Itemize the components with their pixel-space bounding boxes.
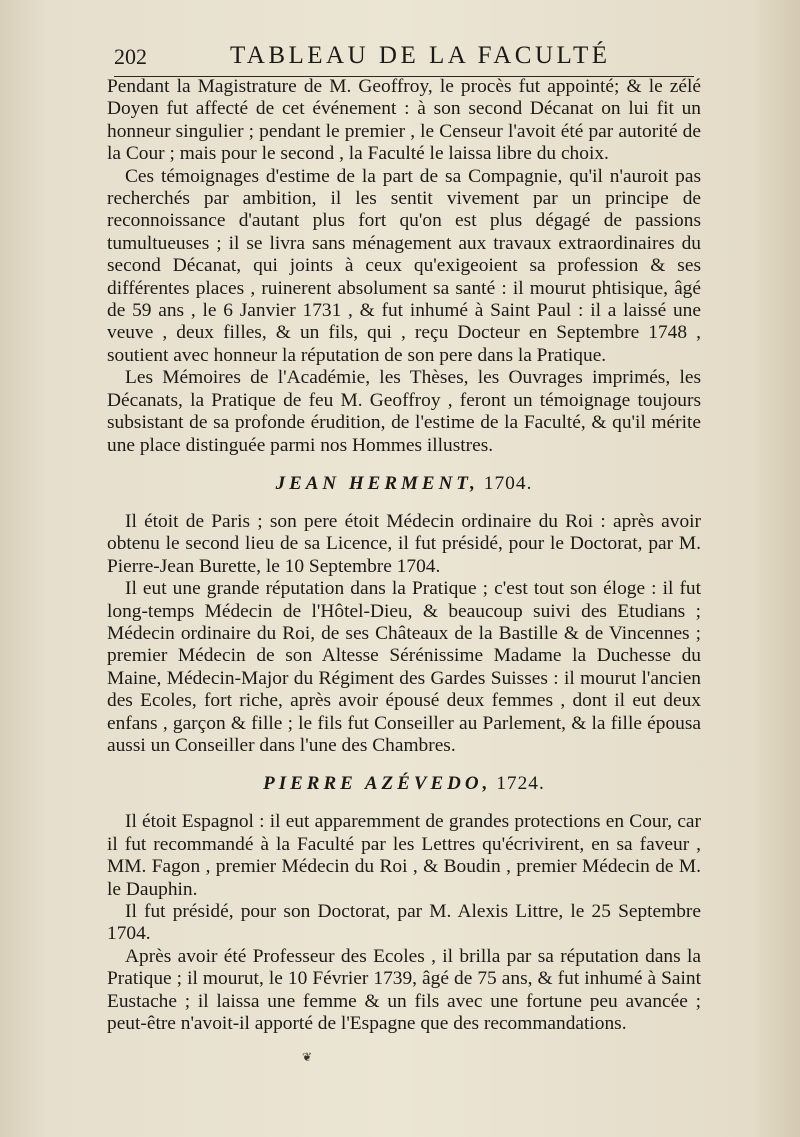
entry-name: PIERRE AZÉVEDO, xyxy=(263,773,492,795)
page-header xyxy=(114,42,694,77)
paragraph: Ces témoignages d'estime de la part de sa Compagnie, qu'il n'auroit pas recherchés par ambition, il les sentit vivement par un principe de reconnoissance d'autant plus fort qu'on est plus dégagé de passions tumultueuses ; il se livra sans ménagement aux travaux extraordinaires du second Décanat, qui joints à ceux qu'exigeoient sa profession & ses différentes places , ruinerent absolument sa santé : il mourut phtisique, âgé de 59 ans , le 6 Janvier 1731 , & fut inhumé à Saint Paul : il a laissé une veuve , deux filles, & un fils, qui , reçu Docteur en Septembre 1748 , soutient avec honneur la réputation de son pere dans la Pratique. xyxy=(107,165,701,366)
entry-name: JEAN HERMENT, xyxy=(275,472,479,494)
printer-ornament: ❦ xyxy=(302,1050,313,1064)
entry-year: 1724. xyxy=(496,773,545,795)
paragraph: Pendant la Magistrature de M. Geoffroy, le procès fut appointé; & le zélé Doyen fut affecté de cet événement : à son second Décanat on lui fit un honneur singulier ; pendant le premier , le Censeur l'avoit été par autorité de la Cour ; mais pour le second , la Faculté le laissa libre du choix. xyxy=(107,76,701,165)
page-body xyxy=(107,76,701,1035)
entry-heading xyxy=(107,473,701,495)
paragraph: Il étoit Espagnol : il eut apparemment de grandes protections en Cour, car il fut recommandé à la Faculté par les Lettres qu'écrivirent, en sa faveur , MM. Fagon , premier Médecin du Roi , & Boudin , premier Médecin de M. le Dauphin. xyxy=(107,811,701,900)
entry-heading xyxy=(107,773,701,795)
paragraph: Il fut présidé, pour son Doctorat, par M. Alexis Littre, le 25 Septembre 1704. xyxy=(107,901,701,945)
entry-year: 1704. xyxy=(483,472,533,494)
paragraph: Il étoit de Paris ; son pere étoit Médecin ordinaire du Roi : après avoir obtenu le second lieu de sa Licence, il fut présidé, pour le Doctorat, par M. Pierre-Jean Burette, le 10 Septembre 1704. xyxy=(107,510,701,577)
running-head: TABLEAU DE LA FACULTÉ xyxy=(230,42,611,69)
page-number: 202 xyxy=(114,44,147,69)
paragraph: Les Mémoires de l'Académie, les Thèses, les Ouvrages imprimés, les Décanats, la Pratique de feu M. Geoffroy , feront un témoignage toujours subsistant de sa profonde érudition, de l'estime de la Faculté, & qu'il mérite une place distinguée parmi nos Hommes illustres. xyxy=(107,367,701,456)
paragraph: Après avoir été Professeur des Ecoles , il brilla par sa réputation dans la Pratique ; il mourut, le 10 Février 1739, âgé de 75 ans, & fut inhumé à Saint Eustache ; il laissa une femme & un fils avec une fortune peu avancée ; peut-être n'avoit-il apporté de l'Espagne que des recommandations. xyxy=(107,945,701,1035)
paragraph: Il eut une grande réputation dans la Pratique ; c'est tout son éloge : il fut long-temps Médecin de l'Hôtel-Dieu, & beaucoup suivi des Etudians ; Médecin ordinaire du Roi, de ses Châteaux de la Bastille & de Vincennes ; premier Médecin de son Altesse Sérénissime Madame la Duchesse du Maine, Médecin-Major du Régiment des Gardes Suisses : il mourut l'ancien des Ecoles, fort riche, après avoir épousé deux femmes , dont il eut deux enfans , garçon & fille ; le fils fut Conseiller au Parlement, & la fille épousa aussi un Conseiller dans l'une des Chambres. xyxy=(107,578,701,756)
